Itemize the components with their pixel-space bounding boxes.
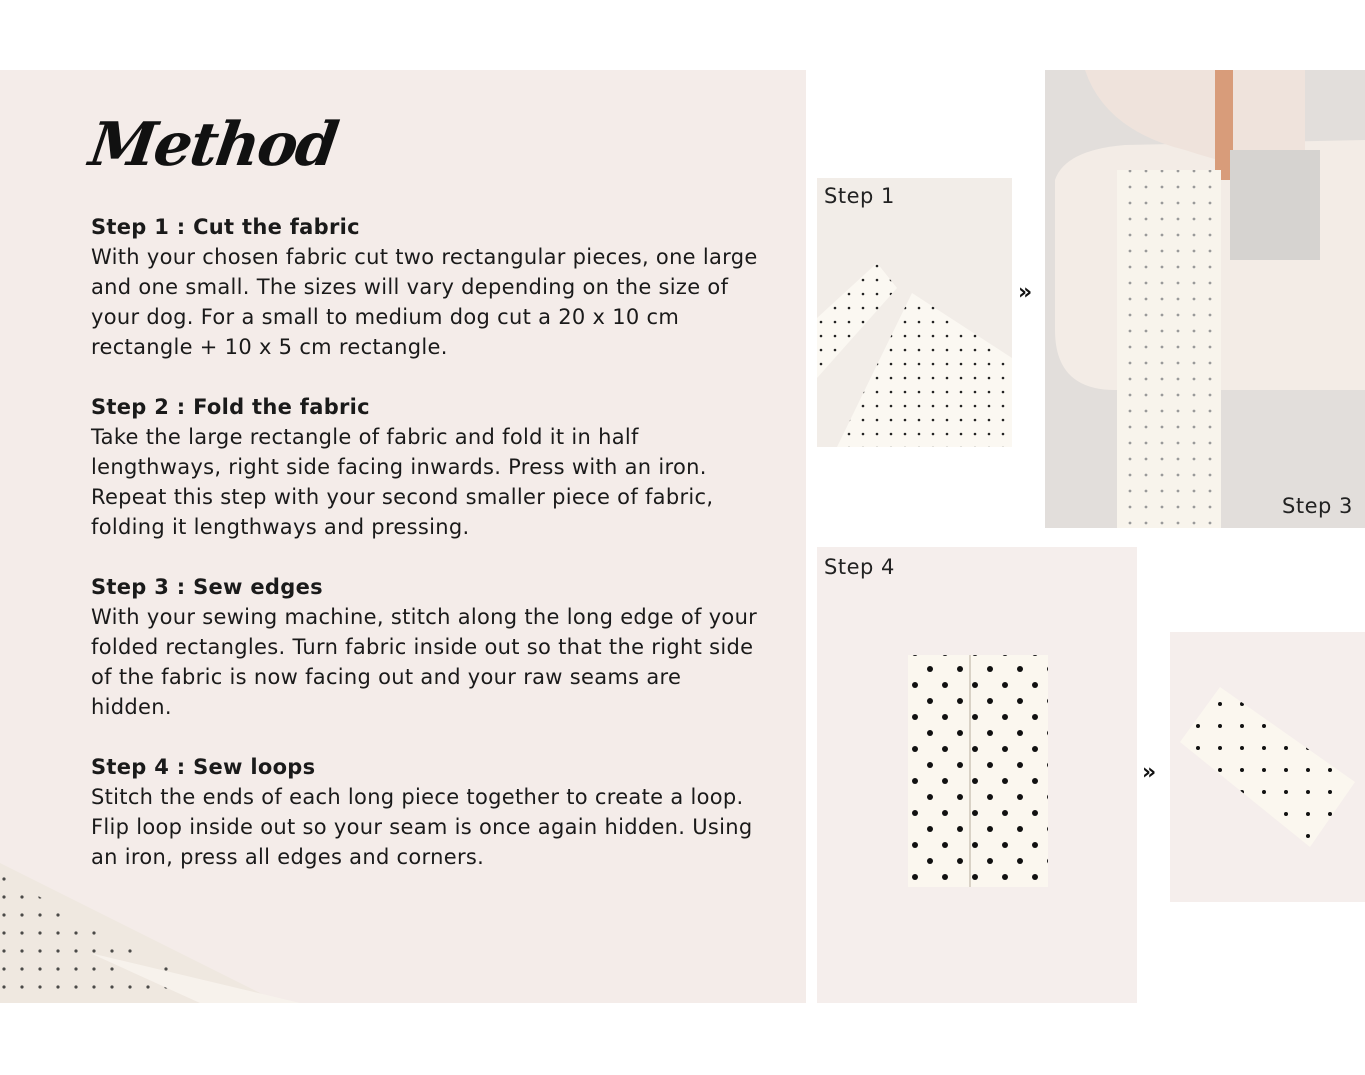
- step-body: Stitch the ends of each long piece together to create a loop. Flip loop inside out so your seam is once again hidden. Using an iron, press all edges and corners.: [91, 785, 753, 869]
- fabric-loop-image: [1170, 632, 1365, 902]
- fabric-pieces-image: [817, 178, 1012, 447]
- step-body: With your sewing machine, stitch along the long edge of your folded rectangles. Turn fabric inside out so that the right side of the fabric is now facing out and your raw seams are hidden.: [91, 605, 758, 719]
- decorative-fabric-image: [0, 803, 300, 1003]
- folded-fabric-image: [817, 547, 1137, 1003]
- step-body: Take the large rectangle of fabric and fold it in half lengthways, right side facing inwards. Press with an iron. Repeat this step with your second smaller piece of fabric, folding it lengthways and pressing.: [91, 425, 714, 539]
- step-heading: Step 2 : Fold the fabric: [91, 395, 370, 419]
- step-heading: Step 4 : Sew loops: [91, 755, 316, 779]
- arrow-icon: »: [1018, 280, 1029, 305]
- step-heading: Step 3 : Sew edges: [91, 575, 323, 599]
- method-panel: [0, 70, 806, 1003]
- step-body: With your chosen fabric cut two rectangular pieces, one large and one small. The sizes will vary depending on the size of your dog. For a small to medium dog cut a 20 x 10 cm rectangle + 10 x 5 cm rectangle.: [91, 245, 758, 359]
- step-3: [91, 572, 761, 722]
- step1-label: Step 1: [824, 184, 895, 208]
- step-2: [91, 392, 761, 542]
- arrow-icon: »: [1142, 760, 1153, 785]
- step3-photo: [1045, 70, 1365, 528]
- step1-photo: [817, 178, 1012, 447]
- sewing-machine-image: [1045, 70, 1365, 528]
- steps-list: [91, 212, 761, 902]
- page-title: Method: [85, 110, 341, 180]
- step-1: [91, 212, 761, 362]
- step-heading: Step 1 : Cut the fabric: [91, 215, 360, 239]
- step3-label: Step 3: [1282, 494, 1353, 518]
- loop-photo: [1170, 632, 1365, 902]
- step4-label: Step 4: [824, 555, 895, 579]
- step4-photo: [817, 547, 1137, 1003]
